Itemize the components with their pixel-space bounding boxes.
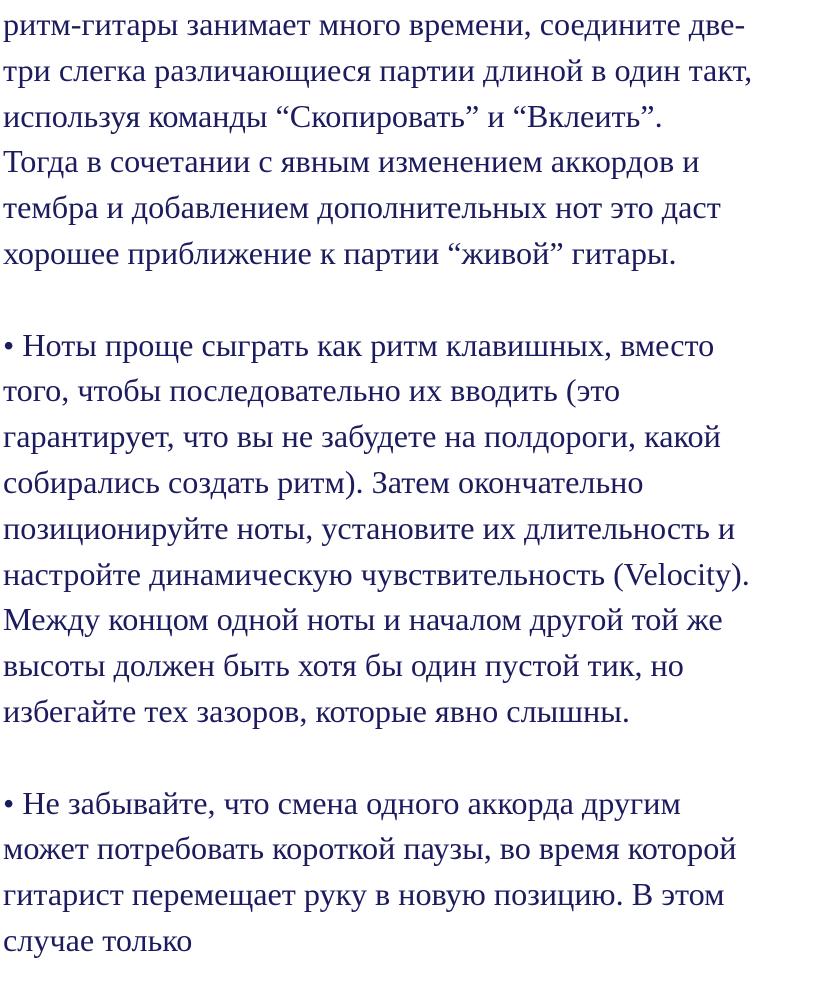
text-line: • Ноты проще сыграть как ритм клавишных, вместо — [3, 326, 715, 363]
text-line: три слегка различающиеся партии длиной в один такт, — [3, 51, 753, 88]
text-line: тембра и добавлением дополнительных нот это даст — [3, 189, 721, 226]
text-line: случае только — [3, 921, 193, 958]
text-line: того, чтобы последовательно их вводить (это — [3, 372, 621, 409]
text-line: Тогда в сочетании с явным изменением аккордов и — [3, 143, 700, 180]
paragraph-spacer — [3, 735, 816, 781]
text-line: высоты должен быть хотя бы один пустой тик, но — [3, 647, 684, 684]
text-line: собирались создать ритм). Затем окончательно — [3, 463, 644, 500]
text-line: Между концом одной ноты и началом другой той же — [3, 601, 723, 638]
text-line: позиционируйте ноты, установите их длительность и — [3, 509, 736, 546]
text-line: гитарист перемещает руку в новую позицию. В этом — [3, 876, 725, 913]
text-line: используя команды “Скопировать” и “Вклеить”. — [3, 97, 663, 134]
bullet-paragraph-notes — [3, 323, 816, 735]
text-line: избегайте тех зазоров, которые явно слышны. — [3, 692, 630, 729]
text-line: ритм-гитары занимает много времени, соедините две- — [3, 6, 746, 42]
text-line: настройте динамическую чувствительность (Velocity). — [3, 555, 750, 592]
paragraph-spacer — [3, 277, 816, 323]
bullet-paragraph-chords — [3, 781, 816, 964]
paragraph-rhythm-guitar — [3, 2, 816, 277]
text-line: • Не забывайте, что смена одного аккорда другим — [3, 784, 681, 821]
text-line: может потребовать короткой паузы, во время которой — [3, 830, 737, 867]
text-line: хорошее приближение к партии “живой” гитары. — [3, 234, 677, 271]
text-line: гарантирует, что вы не забудете на полдороги, какой — [3, 418, 721, 455]
